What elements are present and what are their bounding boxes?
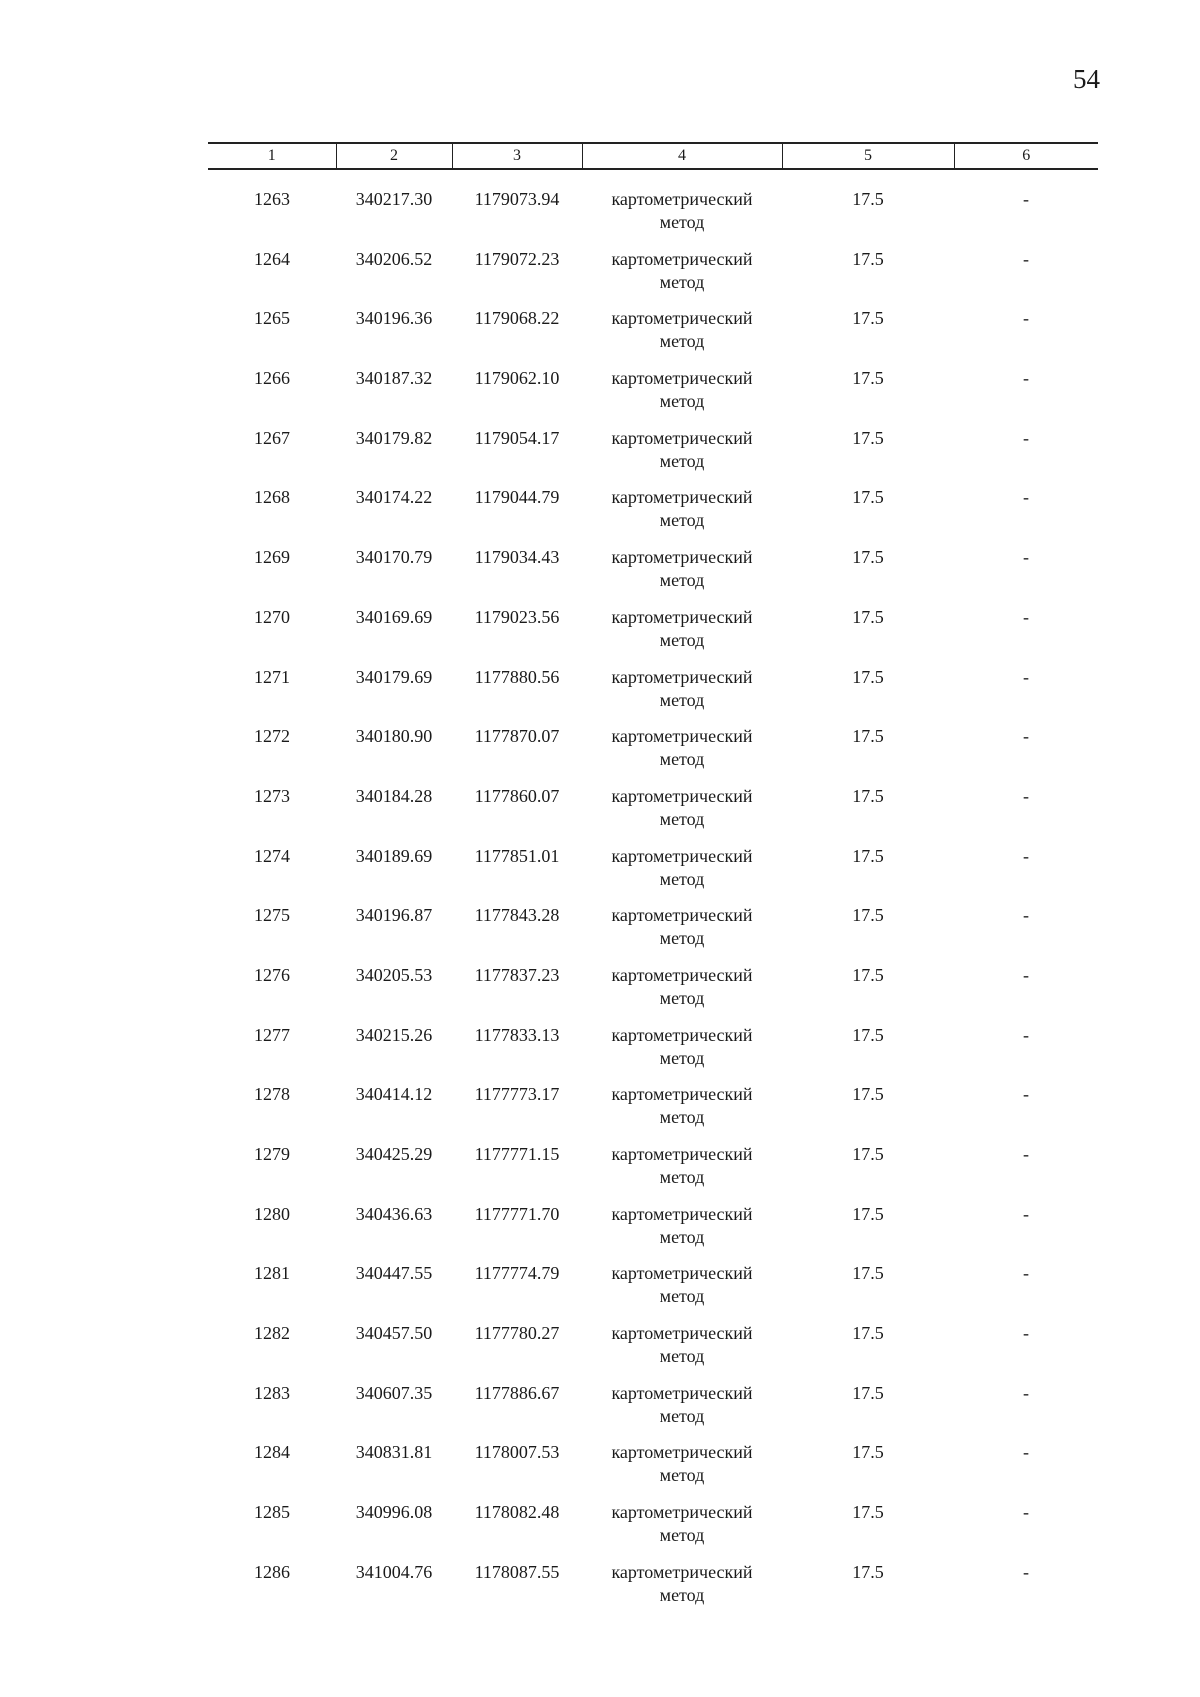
method-line-1: картометрический (611, 1323, 753, 1344)
method-line-2: метод (659, 868, 705, 889)
method-line-2: метод (659, 928, 705, 949)
method-line-2: метод (659, 689, 705, 710)
point-number-cell: 1286 (254, 1561, 290, 1582)
x-coordinate-cell: 340196.36 (355, 308, 433, 329)
y-coordinate-cell: 1178082.48 (474, 1502, 560, 1523)
method-line-1: картометрический (611, 308, 753, 329)
y-coordinate-cell: 1177880.56 (474, 666, 560, 687)
x-coordinate-cell: 340196.87 (355, 905, 433, 926)
method-line-1: картометрический (611, 1382, 753, 1403)
note-cell: - (1023, 1323, 1029, 1344)
table-row (208, 1559, 1098, 1619)
accuracy-cell: 17.5 (852, 964, 884, 985)
method-line-1: картометрический (611, 785, 753, 806)
table-row (208, 1141, 1098, 1201)
method-cell (582, 305, 782, 365)
note-cell: - (1023, 726, 1029, 747)
method-cell (582, 365, 782, 425)
method-cell (582, 425, 782, 485)
y-coordinate-cell: 1177837.23 (474, 964, 560, 985)
y-coordinate-cell: 1177771.15 (474, 1144, 560, 1164)
method-cell (582, 1559, 782, 1619)
accuracy-cell: 17.5 (852, 1263, 884, 1284)
accuracy-cell: 17.5 (852, 1144, 884, 1164)
table-row (208, 1499, 1098, 1559)
note-cell: - (1023, 785, 1029, 806)
table-row (208, 604, 1098, 664)
header-row (208, 143, 1098, 169)
accuracy-cell: 17.5 (852, 427, 884, 448)
point-number-cell: 1265 (254, 308, 290, 329)
method-line-1: картометрический (611, 547, 753, 568)
accuracy-cell: 17.5 (852, 726, 884, 747)
x-coordinate-cell: 340457.50 (355, 1323, 433, 1344)
column-header-3: 3 (452, 143, 582, 169)
y-coordinate-cell: 1179044.79 (474, 487, 560, 508)
method-cell (582, 604, 782, 664)
method-cell (582, 1141, 782, 1201)
y-coordinate-cell: 1177780.27 (474, 1323, 560, 1344)
table-row (208, 843, 1098, 903)
method-line-2: метод (659, 1465, 705, 1486)
column-header-1: 1 (208, 143, 336, 169)
accuracy-cell: 17.5 (852, 666, 884, 687)
y-coordinate-cell: 1177851.01 (474, 845, 560, 866)
column-header-5: 5 (782, 143, 954, 169)
note-cell: - (1023, 1084, 1029, 1105)
accuracy-cell: 17.5 (852, 189, 884, 209)
accuracy-cell: 17.5 (852, 1561, 884, 1582)
method-cell (582, 1081, 782, 1141)
table-row (208, 1260, 1098, 1320)
note-cell: - (1023, 1144, 1029, 1164)
method-line-2: метод (659, 1226, 705, 1247)
method-cell (582, 783, 782, 843)
x-coordinate-cell: 340215.26 (355, 1024, 433, 1045)
y-coordinate-cell: 1179034.43 (474, 547, 560, 568)
table-row (208, 484, 1098, 544)
x-coordinate-cell: 341004.76 (355, 1561, 433, 1582)
accuracy-cell: 17.5 (852, 1442, 884, 1463)
method-line-2: метод (659, 808, 705, 829)
method-line-1: картометрический (611, 368, 753, 389)
method-line-2: метод (659, 450, 705, 471)
y-coordinate-cell: 1177860.07 (474, 785, 560, 806)
x-coordinate-cell: 340831.81 (355, 1442, 433, 1463)
x-coordinate-cell: 340217.30 (355, 189, 433, 209)
table-row (208, 186, 1098, 246)
point-number-cell: 1276 (254, 964, 290, 985)
y-coordinate-cell: 1178087.55 (474, 1561, 560, 1582)
column-header-2: 2 (336, 143, 452, 169)
note-cell: - (1023, 1263, 1029, 1284)
x-coordinate-cell: 340179.69 (355, 666, 433, 687)
accuracy-cell: 17.5 (852, 1502, 884, 1523)
method-line-2: метод (659, 1405, 705, 1426)
point-number-cell: 1264 (254, 248, 290, 269)
method-line-2: метод (659, 570, 705, 591)
method-cell (582, 544, 782, 604)
accuracy-cell: 17.5 (852, 248, 884, 269)
method-cell (582, 962, 782, 1022)
y-coordinate-cell: 1179062.10 (474, 368, 560, 389)
table-row (208, 1022, 1098, 1082)
y-coordinate-cell: 1179068.22 (474, 308, 560, 329)
method-line-1: картометрический (611, 666, 753, 687)
method-line-1: картометрический (611, 964, 753, 985)
method-cell (582, 664, 782, 724)
table-row (208, 1201, 1098, 1261)
y-coordinate-cell: 1177771.70 (474, 1203, 560, 1224)
x-coordinate-cell: 340205.53 (355, 964, 433, 985)
method-line-1: картометрический (611, 1561, 753, 1582)
method-cell (582, 1201, 782, 1261)
table-row (208, 1439, 1098, 1499)
method-line-1: картометрический (611, 248, 753, 269)
y-coordinate-cell: 1179054.17 (474, 427, 560, 448)
accuracy-cell: 17.5 (852, 1382, 884, 1403)
point-number-cell: 1280 (254, 1203, 290, 1224)
page-number: 54 (1073, 64, 1100, 94)
x-coordinate-cell: 340206.52 (355, 248, 433, 269)
point-number-cell: 1281 (254, 1263, 290, 1284)
note-cell: - (1023, 248, 1029, 269)
x-coordinate-cell: 340187.32 (355, 368, 433, 389)
table-row (208, 902, 1098, 962)
table-row (208, 1380, 1098, 1440)
accuracy-cell: 17.5 (852, 606, 884, 627)
method-line-1: картометрический (611, 487, 753, 508)
note-cell: - (1023, 1502, 1029, 1523)
note-cell: - (1023, 1024, 1029, 1045)
point-number-cell: 1282 (254, 1323, 290, 1344)
table-row (208, 1320, 1098, 1380)
x-coordinate-cell: 340179.82 (355, 427, 433, 448)
point-number-cell: 1263 (254, 189, 290, 209)
accuracy-cell: 17.5 (852, 547, 884, 568)
method-line-2: метод (659, 1167, 705, 1187)
accuracy-cell: 17.5 (852, 487, 884, 508)
accuracy-cell: 17.5 (852, 368, 884, 389)
method-cell (582, 246, 782, 306)
point-number-cell: 1283 (254, 1382, 290, 1403)
accuracy-cell: 17.5 (852, 845, 884, 866)
note-cell: - (1023, 189, 1029, 209)
method-cell (582, 186, 782, 246)
point-number-cell: 1273 (254, 785, 290, 806)
note-cell: - (1023, 1561, 1029, 1582)
method-cell (582, 1260, 782, 1320)
method-line-2: метод (659, 1107, 705, 1128)
method-cell (582, 1320, 782, 1380)
method-line-2: метод (659, 331, 705, 352)
method-line-2: метод (659, 271, 705, 292)
x-coordinate-cell: 340436.63 (355, 1203, 433, 1224)
y-coordinate-cell: 1177833.13 (474, 1024, 560, 1045)
note-cell: - (1023, 845, 1029, 866)
x-coordinate-cell: 340169.69 (355, 606, 433, 627)
table-row (208, 783, 1098, 843)
method-line-1: картометрический (611, 1442, 753, 1463)
x-coordinate-cell: 340170.79 (355, 547, 433, 568)
method-line-2: метод (659, 749, 705, 770)
point-number-cell: 1278 (254, 1084, 290, 1105)
method-line-2: метод (659, 510, 705, 531)
note-cell: - (1023, 606, 1029, 627)
table-row (208, 305, 1098, 365)
note-cell: - (1023, 368, 1029, 389)
point-number-cell: 1271 (254, 666, 290, 687)
point-number-cell: 1284 (254, 1442, 290, 1463)
method-line-1: картометрический (611, 726, 753, 747)
point-number-cell: 1266 (254, 368, 290, 389)
accuracy-cell: 17.5 (852, 785, 884, 806)
table-row (208, 425, 1098, 485)
column-header-4: 4 (582, 143, 782, 169)
x-coordinate-cell: 340996.08 (355, 1502, 433, 1523)
table-row (208, 246, 1098, 306)
y-coordinate-cell: 1177843.28 (474, 905, 560, 926)
method-line-1: картометрический (611, 1144, 753, 1164)
point-number-cell: 1274 (254, 845, 290, 866)
point-number-cell: 1279 (254, 1144, 290, 1164)
method-line-1: картометрический (611, 1263, 753, 1284)
method-line-1: картометрический (611, 189, 753, 209)
note-cell: - (1023, 666, 1029, 687)
method-cell (582, 1439, 782, 1499)
x-coordinate-cell: 340447.55 (355, 1263, 433, 1284)
y-coordinate-cell: 1179023.56 (474, 606, 560, 627)
table-row (208, 1081, 1098, 1141)
note-cell: - (1023, 308, 1029, 329)
column-header-6: 6 (954, 143, 1098, 169)
note-cell: - (1023, 1203, 1029, 1224)
method-line-1: картометрический (611, 845, 753, 866)
note-cell: - (1023, 905, 1029, 926)
note-cell: - (1023, 1442, 1029, 1463)
table-header (208, 143, 1098, 186)
method-line-1: картометрический (611, 606, 753, 627)
x-coordinate-cell: 340189.69 (355, 845, 433, 866)
method-cell (582, 1499, 782, 1559)
y-coordinate-cell: 1177773.17 (474, 1084, 560, 1105)
accuracy-cell: 17.5 (852, 1024, 884, 1045)
method-line-2: метод (659, 1525, 705, 1546)
table-row (208, 544, 1098, 604)
accuracy-cell: 17.5 (852, 1323, 884, 1344)
point-number-cell: 1267 (254, 427, 290, 448)
method-cell (582, 902, 782, 962)
y-coordinate-cell: 1179072.23 (474, 248, 560, 269)
accuracy-cell: 17.5 (852, 905, 884, 926)
accuracy-cell: 17.5 (852, 1084, 884, 1105)
method-line-1: картометрический (611, 1203, 753, 1224)
x-coordinate-cell: 340607.35 (355, 1382, 433, 1403)
point-number-cell: 1275 (254, 905, 290, 926)
method-line-1: картометрический (611, 427, 753, 448)
y-coordinate-cell: 1177870.07 (474, 726, 560, 747)
x-coordinate-cell: 340425.29 (355, 1144, 433, 1164)
x-coordinate-cell: 340414.12 (355, 1084, 433, 1105)
note-cell: - (1023, 964, 1029, 985)
y-coordinate-cell: 1177774.79 (474, 1263, 560, 1284)
point-number-cell: 1268 (254, 487, 290, 508)
point-number-cell: 1277 (254, 1024, 290, 1045)
point-number-cell: 1269 (254, 547, 290, 568)
table-body (208, 186, 1098, 1619)
note-cell: - (1023, 487, 1029, 508)
method-line-2: метод (659, 629, 705, 650)
y-coordinate-cell: 1178007.53 (474, 1442, 560, 1463)
method-line-2: метод (659, 1346, 705, 1367)
method-cell (582, 723, 782, 783)
method-line-2: метод (659, 391, 705, 412)
method-line-1: картометрический (611, 1502, 753, 1523)
table-row (208, 723, 1098, 783)
note-cell: - (1023, 547, 1029, 568)
method-line-2: метод (659, 1584, 705, 1605)
method-cell (582, 484, 782, 544)
method-line-2: метод (659, 212, 705, 232)
method-line-2: метод (659, 1047, 705, 1068)
y-coordinate-cell: 1177886.67 (474, 1382, 560, 1403)
y-coordinate-cell: 1179073.94 (474, 189, 560, 209)
table-row (208, 664, 1098, 724)
note-cell: - (1023, 1382, 1029, 1403)
point-number-cell: 1270 (254, 606, 290, 627)
note-cell: - (1023, 427, 1029, 448)
accuracy-cell: 17.5 (852, 1203, 884, 1224)
method-cell (582, 843, 782, 903)
point-number-cell: 1285 (254, 1502, 290, 1523)
x-coordinate-cell: 340180.90 (355, 726, 433, 747)
x-coordinate-cell: 340184.28 (355, 785, 433, 806)
method-line-2: метод (659, 987, 705, 1008)
accuracy-cell: 17.5 (852, 308, 884, 329)
table-row (208, 365, 1098, 425)
method-line-1: картометрический (611, 1024, 753, 1045)
method-cell (582, 1380, 782, 1440)
point-number-cell: 1272 (254, 726, 290, 747)
method-line-1: картометрический (611, 905, 753, 926)
method-line-1: картометрический (611, 1084, 753, 1105)
x-coordinate-cell: 340174.22 (355, 487, 433, 508)
header-spacer (208, 169, 1098, 186)
table-row (208, 962, 1098, 1022)
method-cell (582, 1022, 782, 1082)
method-line-2: метод (659, 1286, 705, 1307)
coordinates-table (208, 142, 1098, 1619)
